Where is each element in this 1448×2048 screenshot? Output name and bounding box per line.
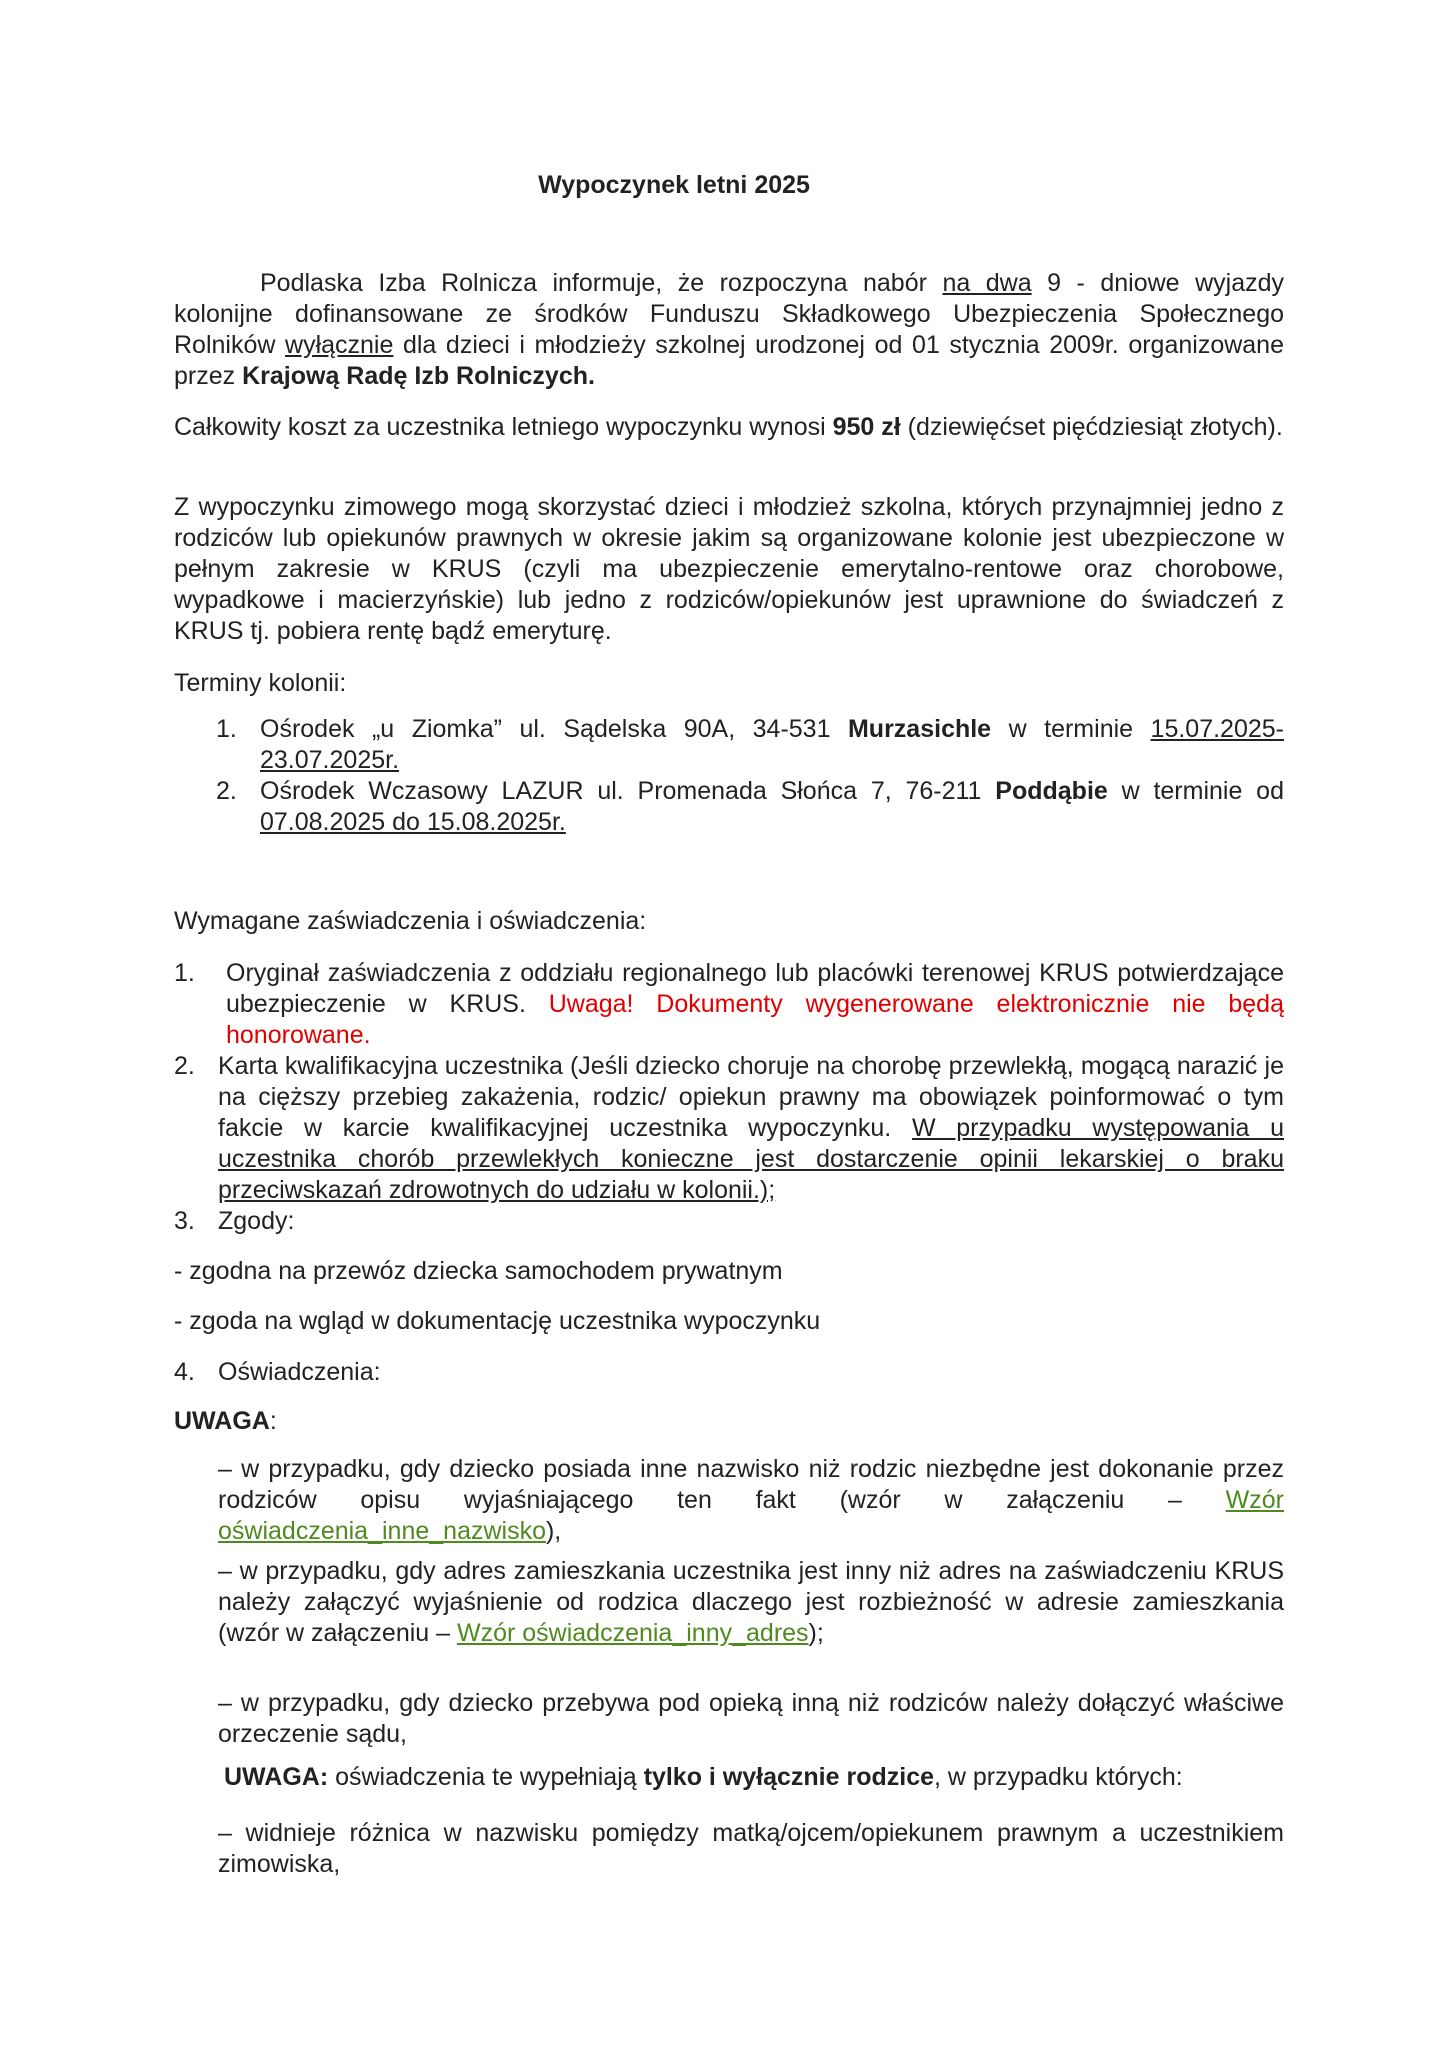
- uwaga-text-end: , w przypadku których:: [934, 1763, 1183, 1791]
- consent-documents: - zgoda na wgląd w dokumentację uczestnika wypoczynku: [174, 1307, 821, 1335]
- term-dates: 15.07.2025-23.07.2025r.: [260, 715, 1284, 774]
- requirement-number: 2.: [174, 1052, 195, 1080]
- note-text-end: );: [808, 1619, 824, 1647]
- intro-text-6: Krajową Radę Izb Rolniczych.: [242, 362, 595, 390]
- note-other-address: [218, 1556, 1284, 1649]
- uwaga-colon: :: [269, 1407, 277, 1435]
- intro-text-5: dla dzieci i młodzieży szkolnej urodzonej od 01 stycznia 2009r. organizowane przez: [174, 331, 1284, 390]
- term-address: Ośrodek „u Ziomka” ul. Sądelska 90A, 34-531: [260, 715, 848, 743]
- requirement-number: 3.: [174, 1207, 195, 1235]
- note-other-surname: [218, 1454, 1284, 1547]
- term-text: [260, 776, 1284, 838]
- requirement-text: [226, 958, 1284, 1051]
- requirements-heading: Wymagane zaświadczenia i oświadczenia:: [174, 907, 647, 935]
- term-number: 2.: [216, 777, 237, 805]
- requirement-body: Oryginał zaświadczenia z oddziału regionalnego lub placówki terenowej KRUS potwierdzające ubezpieczenie w KRUS.: [226, 959, 1284, 1018]
- note-text: – w przypadku, gdy adres zamieszkania uczestnika jest inny niż adres na zaświadczeniu KRUS należy załączyć wyjaśnienie od rodzica dlaczego jest rozbieżność w adresie zamieszkania (wzór w załączeniu –: [218, 1557, 1284, 1647]
- term-dates: 07.08.2025 do 15.08.2025r.: [260, 808, 566, 836]
- eligibility-paragraph: Z wypoczynku zimowego mogą skorzystać dzieci i młodzież szkolna, których przynajmniej jedno z rodziców lub opiekunów prawnych w okresie jakim są organizowane kolonie jest ubezpieczone w pełnym zakresie w KRUS (czyli ma ubezpieczenie emerytalno-rentowe oraz chorobowe, wypadkowe i macierzyńskie) lub jedno z rodziców/opiekunów jest uprawnione do świadczeń z KRUS tj. pobiera rentę bądź emeryturę.: [174, 493, 1284, 645]
- uwaga-label: UWAGA: [174, 1407, 270, 1435]
- requirement-body: Karta kwalifikacyjna uczestnika (Jeśli dziecko choruje na chorobę przewlekłą, mogącą narazić je na cięższy przebieg zakażenia, rodzic/ opiekun prawny ma obowiązek poinformować o tym fakcie w karcie kwalifikacyjnej uczestnika wypoczynku.: [218, 1052, 1284, 1142]
- link-address-form[interactable]: Wzór oświadczenia_inny_adres: [456, 1619, 809, 1647]
- requirement-number: 4.: [174, 1358, 195, 1386]
- term-place: Poddąbie: [995, 777, 1108, 805]
- note-court-order: – w przypadku, gdy dziecko przebywa pod opieką inną niż rodziców należy dołączyć właściwe orzeczenie sądu,: [218, 1689, 1284, 1748]
- term-text: [260, 714, 1284, 776]
- requirement-number: 1.: [174, 959, 195, 987]
- uwaga-heading: [174, 1406, 1284, 1437]
- uwaga-label: UWAGA:: [224, 1763, 329, 1791]
- intro-text-2: na dwa: [942, 269, 1032, 297]
- requirement-text: Zgody:: [218, 1207, 295, 1235]
- link-surname-form[interactable]: Wzór oświadczenia_inne_nazwisko: [218, 1486, 1284, 1545]
- uwaga-emphasis: tylko i wyłącznie rodzice: [643, 1763, 935, 1791]
- uwaga-parents-note: [224, 1762, 1284, 1793]
- note-text-end: ),: [545, 1517, 562, 1545]
- note-text: – w przypadku, gdy dziecko posiada inne nazwisko niż rodzic niezbędne jest dokonanie przez rodziców opisu wyjaśniającego ten fakt (wzór w załączeniu –: [218, 1455, 1284, 1514]
- requirement-text: Oświadczenia:: [218, 1358, 381, 1386]
- term-label: w terminie od: [1107, 777, 1284, 805]
- term-number: 1.: [216, 715, 237, 743]
- uwaga-text: oświadczenia te wypełniają: [328, 1763, 644, 1791]
- consent-transport: - zgodna na przewóz dziecka samochodem prywatnym: [174, 1257, 783, 1285]
- intro-text-3: 9 - dniowe wyjazdy kolonijne dofinansowane ze środków Funduszu Składkowego Ubezpieczenia Społecznego Rolników: [174, 269, 1285, 359]
- cost-text-1: Całkowity koszt za uczestnika letniego wypoczynku wynosi: [174, 413, 833, 441]
- cost-amount: 950 zł: [832, 413, 901, 441]
- requirement-note: W przypadku występowania u uczestnika chorób przewlekłych konieczne jest dostarczenie opinii lekarskiej o braku przeciwskazań zdrowotnych do udziału w kolonii.);: [218, 1114, 1284, 1204]
- intro-paragraph: [174, 268, 1284, 392]
- intro-text-1: Podlaska Izba Rolnicza informuje, że rozpoczyna nabór: [260, 269, 943, 297]
- requirement-text: [218, 1051, 1284, 1206]
- cost-paragraph: [174, 412, 1284, 443]
- term-label: w terminie: [991, 715, 1151, 743]
- requirement-warning: Uwaga! Dokumenty wygenerowane elektronicznie nie będą honorowane.: [226, 990, 1284, 1049]
- intro-text-4: wyłącznie: [285, 331, 394, 359]
- note-surname-difference: – widnieje różnica w nazwisku pomiędzy matką/ojcem/opiekunem prawnym a uczestnikiem zimowiska,: [218, 1819, 1284, 1878]
- terms-heading: Terminy kolonii:: [174, 669, 347, 697]
- term-address: Ośrodek Wczasowy LAZUR ul. Promenada Słońca 7, 76-211: [260, 777, 996, 805]
- cost-text-3: (dziewięćset pięćdziesiąt złotych).: [900, 413, 1283, 441]
- term-place: Murzasichle: [847, 715, 992, 743]
- page-title: Wypoczynek letni 2025: [538, 171, 810, 199]
